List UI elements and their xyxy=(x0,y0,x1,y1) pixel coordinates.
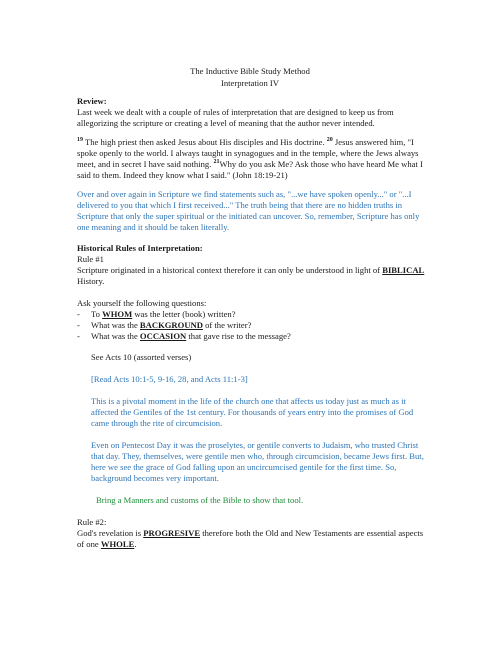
acts-section xyxy=(91,352,427,506)
keyword-biblical: BIBLICAL xyxy=(382,265,425,275)
keyword-whole: WHOLE xyxy=(100,539,135,549)
question-text-end: that gave rise to the message? xyxy=(186,331,291,341)
question-text-start: What was the xyxy=(91,320,140,330)
verse-number-20: 20 xyxy=(326,137,333,144)
rule-1-label: Rule #1 xyxy=(77,254,104,264)
list-dash: - xyxy=(77,309,80,319)
keyword-occasion: OCCASION xyxy=(139,331,187,341)
list-dash: - xyxy=(77,320,80,330)
keyword-background: BACKGROUND xyxy=(139,320,203,330)
question-item xyxy=(77,320,427,331)
verse-number-19: 19 xyxy=(77,137,83,144)
rule-2-label: Rule #2: xyxy=(77,517,107,527)
list-dash: - xyxy=(77,331,80,341)
rule-1-text xyxy=(77,265,427,287)
verse-19-text: The high priest then asked Jesus about His disciples and His doctrine. xyxy=(83,137,327,147)
rule-1-text-start: Scripture originated in a historical context therefore it can only be understood in light of xyxy=(77,265,383,275)
historical-rules-heading: Historical Rules of Interpretation: xyxy=(77,243,203,253)
question-item xyxy=(77,309,427,320)
acts-reference: See Acts 10 (assorted verses) xyxy=(91,352,192,362)
rule-2-text xyxy=(77,528,427,550)
acts-paragraph-1: This is a pivotal moment in the life of the church one that affects us today just as much as it affected the Gentiles of the 1st century. For thousands of years entry into the promises of God came through the rite of circumcision. xyxy=(91,396,414,428)
review-heading: Review: xyxy=(77,96,107,106)
questions-list xyxy=(77,309,427,342)
rule-2-text-start: God's revelation is xyxy=(77,528,144,538)
questions-intro: Ask yourself the following questions: xyxy=(77,298,207,308)
document-body xyxy=(77,96,427,550)
keyword-progresive: PROGRESIVE xyxy=(143,528,201,538)
rule-2-text-end: . xyxy=(134,539,137,549)
keyword-whom: WHOM xyxy=(102,309,133,319)
verse-20-text: Jesus answered him, "I spoke openly to the world. I always taught in synagogues and in the temple, where the Jews always meet, and in secret I have said nothing. xyxy=(77,137,419,169)
acts-paragraph-2: Even on Pentecost Day it was the proselytes, or gentile converts to Judaism, who trusted Christ that day. They, themselves, were gentile men who, through circumcision, became Jews first. But, here we see the grace of God falling upon an uncircumcised gentile for the first time. So, background becomes very important. xyxy=(91,440,424,483)
rule-1-text-end: History. xyxy=(77,276,105,286)
acts-reading: [Read Acts 10:1-5, 9-16, 28, and Acts 11:1-3] xyxy=(91,374,248,384)
document-title: The Inductive Bible Study Method xyxy=(190,66,310,76)
document-subtitle: Interpretation IV xyxy=(221,77,279,88)
review-text: Last week we dealt with a couple of rules of interpretation that are designed to keep us from allegorizing the scripture or creating a level of meaning that the author never intended. xyxy=(77,107,394,128)
question-text-end: was the letter (book) written? xyxy=(132,309,236,319)
verse-21-text: Why do you ask Me? Ask those who have heard Me what I said to them. Indeed they know what I said." (John 18:19-21) xyxy=(77,159,423,180)
literal-meaning-note: Over and over again in Scripture we find statements such as, "...we have spoken openly..." or "...I delivered to you that which I first received..." The truth being that there are no hidden truths in Scripture that only the super spiritual or the initiated can uncover. So, remember, Scripture has only one meaning and it should be taken literally. xyxy=(77,189,420,232)
question-text-end: of the writer? xyxy=(202,320,252,330)
question-text-start: What was the xyxy=(91,331,140,341)
question-text-start: To xyxy=(91,309,103,319)
manners-customs-note: Bring a Manners and customs of the Bible to show that tool. xyxy=(96,495,304,505)
question-item xyxy=(77,331,427,342)
verse-number-21: 21 xyxy=(213,159,220,166)
document-header xyxy=(0,66,500,89)
scripture-passage xyxy=(77,137,427,181)
rule-2-text-middle: therefore both the Old and New Testaments are essential aspects of one xyxy=(77,528,424,549)
